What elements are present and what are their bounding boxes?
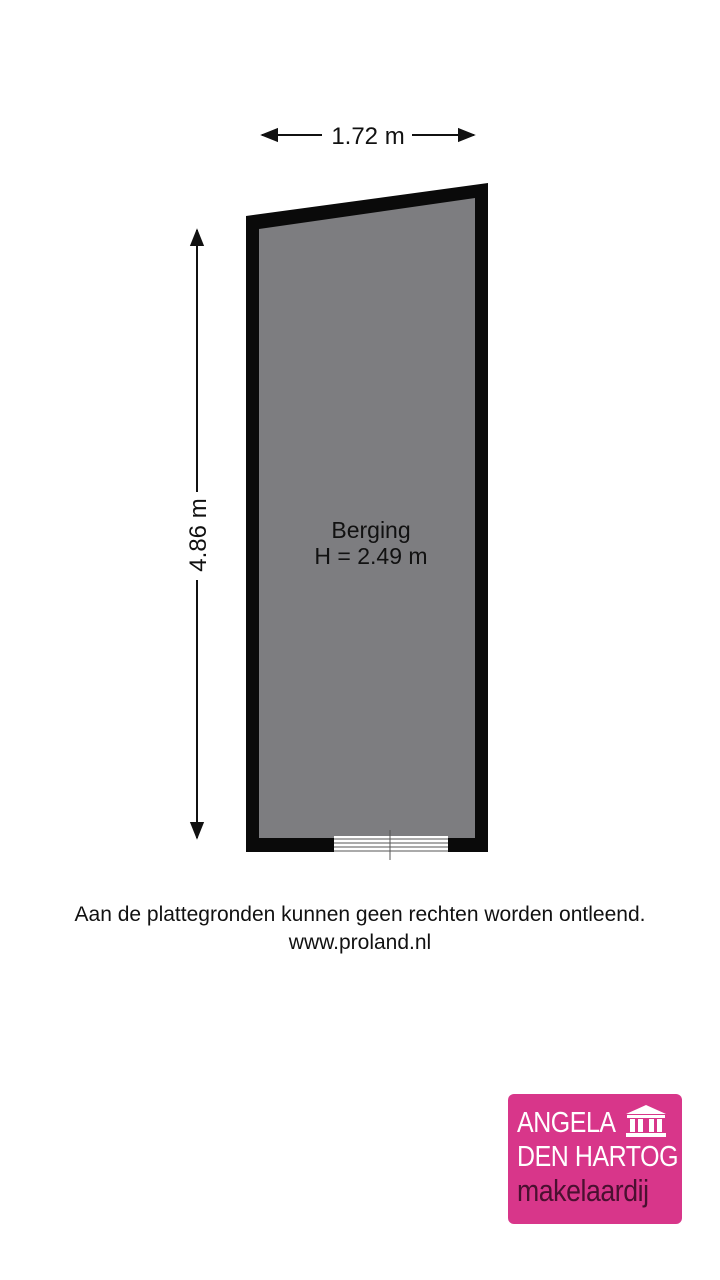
height-dimension-label: 4.86 m — [185, 498, 212, 572]
logo-line-2: DEN HARTOG — [517, 1141, 679, 1173]
building-columns-icon — [624, 1104, 668, 1138]
logo-line-1: ANGELA — [517, 1107, 616, 1139]
height-dimension — [185, 230, 212, 838]
disclaimer-text: Aan de plattegronden kunnen geen rechten worden ontleend. — [74, 903, 646, 926]
room-name: Berging — [331, 517, 411, 543]
room-berging — [246, 183, 488, 860]
width-dimension — [262, 123, 474, 150]
agency-logo — [508, 1094, 682, 1224]
room-height: H = 2.49 m — [314, 543, 428, 569]
website-url: www.proland.nl — [288, 931, 432, 954]
logo-line-3: makelaardij — [517, 1173, 649, 1208]
width-dimension-label: 1.72 m — [331, 123, 405, 150]
